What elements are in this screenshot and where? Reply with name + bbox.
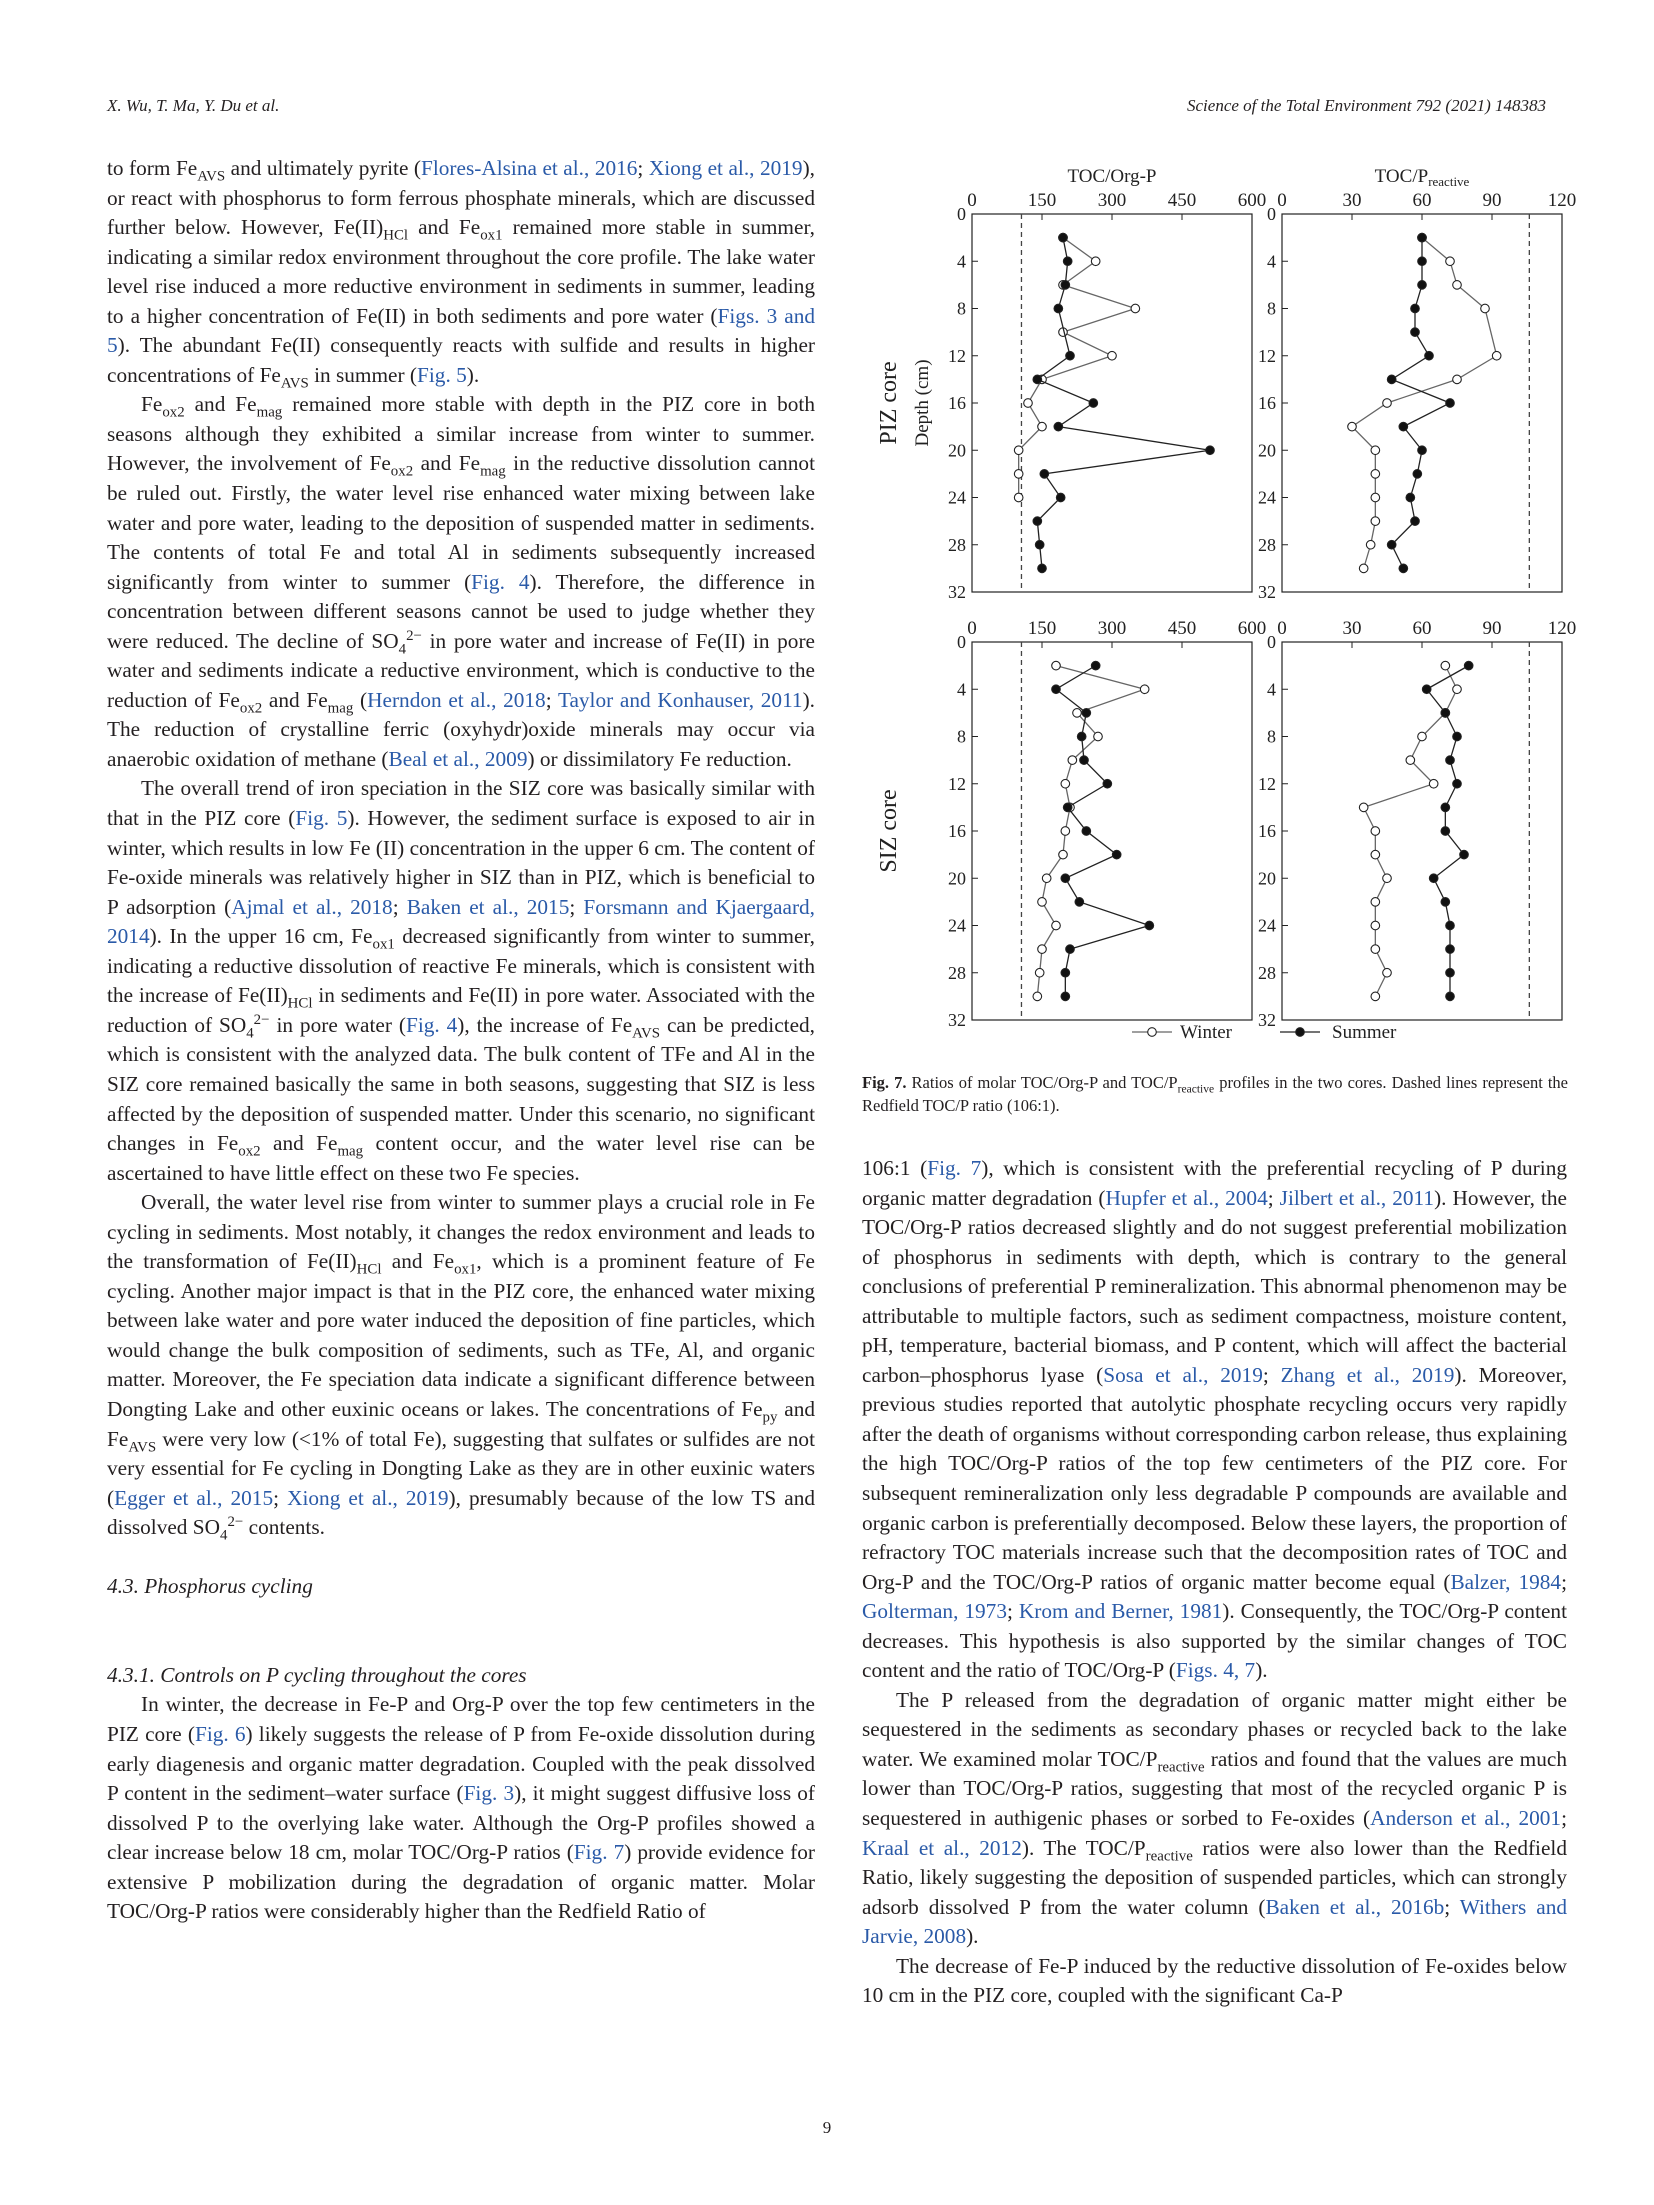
winter-data-point — [1033, 992, 1042, 1001]
y-tick-label: 20 — [948, 440, 966, 461]
winter-data-point — [1371, 921, 1380, 930]
winter-data-point — [1371, 992, 1380, 1001]
winter-data-point — [1042, 874, 1051, 883]
x-tick-label: 120 — [1547, 190, 1577, 211]
panel-frame — [972, 214, 1252, 592]
y-tick-label: 4 — [1267, 679, 1276, 700]
figure-caption — [862, 1071, 1568, 1117]
x-tick-label: 300 — [1097, 190, 1127, 211]
winter-data-point — [1366, 540, 1375, 549]
summer-data-point — [1418, 281, 1427, 290]
y-tick-label: 24 — [948, 915, 966, 936]
legend-winter-marker — [1148, 1028, 1157, 1037]
winter-data-point — [1014, 470, 1023, 479]
x-tick-label: 600 — [1237, 190, 1267, 211]
summer-data-point — [1112, 850, 1121, 859]
summer-data-point — [1399, 422, 1408, 431]
summer-data-point — [1080, 756, 1089, 765]
y-tick-label: 12 — [948, 345, 966, 366]
x-tick-label: 150 — [1027, 618, 1057, 639]
x-tick-label: 150 — [1027, 190, 1057, 211]
summer-data-point — [1063, 803, 1072, 812]
y-tick-label: 28 — [1258, 962, 1276, 983]
legend-summer-label: Summer — [1332, 1022, 1397, 1043]
row-label: SIZ core — [876, 789, 902, 873]
panel-frame — [1282, 642, 1562, 1020]
panel-frame — [972, 642, 1252, 1020]
summer-data-point — [1103, 779, 1112, 788]
summer-data-point — [1054, 304, 1063, 313]
y-tick-label: 0 — [1267, 632, 1276, 652]
legend-summer-marker — [1296, 1028, 1305, 1037]
y-tick-label: 28 — [1258, 534, 1276, 555]
running-header-journal: Science of the Total Environment 792 (2021) 148383 — [1187, 96, 1546, 115]
y-tick-label: 0 — [957, 204, 966, 224]
section-spacer — [107, 1631, 815, 1661]
winter-data-point — [1038, 422, 1047, 431]
x-tick-label: 90 — [1482, 618, 1502, 639]
legend-winter-label: Winter — [1180, 1022, 1232, 1043]
y-tick-label: 32 — [1258, 582, 1276, 602]
winter-data-point — [1035, 968, 1044, 977]
y-tick-label: 0 — [1267, 204, 1276, 224]
summer-data-point — [1441, 803, 1450, 812]
summer-data-point — [1387, 540, 1396, 549]
y-tick-label: 4 — [957, 251, 966, 272]
summer-data-point — [1040, 470, 1049, 479]
summer-data-point — [1063, 257, 1072, 266]
winter-data-point — [1140, 685, 1149, 694]
winter-data-point — [1418, 732, 1427, 741]
summer-data-point — [1399, 564, 1408, 573]
winter-data-point — [1371, 850, 1380, 859]
panel-title: TOC/Org-P — [1067, 166, 1157, 187]
winter-data-point — [1094, 732, 1103, 741]
caption-label: Fig. 7. — [862, 1073, 907, 1092]
figure-7-chart — [862, 148, 1577, 1048]
winter-data-point — [1453, 375, 1462, 384]
summer-data-point — [1075, 898, 1084, 907]
summer-data-point — [1446, 945, 1455, 954]
summer-data-point — [1411, 517, 1420, 526]
x-tick-label: 600 — [1237, 618, 1267, 639]
winter-data-point — [1371, 493, 1380, 502]
y-tick-label: 24 — [1258, 915, 1276, 936]
summer-data-point — [1077, 732, 1086, 741]
winter-data-point — [1359, 803, 1368, 812]
summer-data-point — [1446, 992, 1455, 1001]
left-text-column — [107, 154, 815, 1927]
winter-data-point — [1429, 779, 1438, 788]
y-tick-label: 20 — [1258, 868, 1276, 889]
figure-7 — [862, 148, 1577, 1048]
summer-data-point — [1446, 399, 1455, 408]
y-tick-label: 32 — [948, 582, 966, 602]
y-tick-label: 16 — [948, 393, 966, 413]
summer-data-point — [1038, 564, 1047, 573]
body-paragraph: to form $Fe_{AVS}$ and ultimately pyrite (Flores-Alsina et al., 2016; Xiong et al., 2019), or react with phosphorus to form ferrous phosphate minerals, which are discussed further below. However, $Fe(II)_{HCl}$ and $Fe_{ox1}$ remained more stable in summer, indicating a similar redox environment throughout the core profile. The lake water level rise induced a more reductive environment in sediments in summer, leading to a higher concentration of Fe(II) in both sediments and pore water (Figs. 3 and 5). The abundant Fe(II) consequently reacts with sulfide and results in higher concentrations of $Fe_{AVS}$ in summer (Fig. 5). — [107, 156, 816, 392]
y-tick-label: 24 — [1258, 487, 1276, 508]
x-tick-label: 0 — [1277, 618, 1287, 639]
winter-data-point — [1371, 945, 1380, 954]
running-header-authors: X. Wu, T. Ma, Y. Du et al. — [107, 96, 280, 115]
summer-data-point — [1411, 328, 1420, 337]
x-tick-label: 30 — [1342, 618, 1362, 639]
summer-data-point — [1061, 874, 1070, 883]
winter-data-point — [1359, 564, 1368, 573]
summer-data-point — [1446, 968, 1455, 977]
summer-data-point — [1066, 351, 1075, 360]
summer-data-point — [1054, 422, 1063, 431]
winter-data-point — [1059, 850, 1068, 859]
winter-data-point — [1108, 351, 1117, 360]
summer-data-point — [1429, 874, 1438, 883]
winter-data-point — [1131, 304, 1140, 313]
summer-data-point — [1418, 257, 1427, 266]
summer-data-point — [1035, 540, 1044, 549]
y-tick-label: 28 — [948, 962, 966, 983]
summer-data-point — [1446, 921, 1455, 930]
x-tick-label: 60 — [1412, 190, 1432, 211]
summer-data-point — [1441, 898, 1450, 907]
winter-data-point — [1406, 756, 1415, 765]
caption-text: Ratios of molar TOC/Org-P and TOC/$P_{reactive}$ profiles in the two cores. Dashed lines represent the Redfield TOC/P ratio (106:1). — [862, 1073, 1569, 1115]
summer-data-point — [1033, 517, 1042, 526]
winter-data-point — [1014, 493, 1023, 502]
summer-data-point — [1464, 661, 1473, 670]
summer-data-point — [1089, 399, 1098, 408]
y-tick-label: 12 — [948, 773, 966, 794]
summer-data-point — [1206, 446, 1215, 455]
x-tick-label: 90 — [1482, 190, 1502, 211]
y-tick-label: 4 — [957, 679, 966, 700]
body-paragraph: The overall trend of iron speciation in the SIZ core was basically similar with that in the PIZ core (Fig. 5). However, the sediment surface is exposed to air in winter, which results in low Fe (II) concentration in the upper 6 cm. The content of Fe-oxide minerals was relatively higher in SIZ than in PIZ, which is beneficial to P adsorption (Ajmal et al., 2018; Baken et al., 2015; Forsmann and Kjaergaard, 2014). In the upper 16 cm, $Fe_{ox1}$ decreased significantly from winter to summer, indicating a reductive dissolution of reactive Fe minerals, which is consistent with the increase of $Fe(II)_{HCl}$ in sediments and Fe(II) in pore water. Associated with the reduction of $SO_4^{2-}$ in pore water (Fig. 4), the increase of $Fe_{AVS}$ can be predicted, which is consistent with the analyzed data. The bulk content of TFe and Al in the SIZ core remained basically the same in both seasons, suggesting that SIZ is less affected by the deposition of suspended matter. Under this scenario, no significant changes in $Fe_{ox2}$ and $Fe_{mag}$ content occur, and the water level rise can be ascertained to have little effect on these two Fe species. — [107, 776, 816, 1185]
summer-data-point — [1061, 968, 1070, 977]
y-tick-label: 16 — [1258, 393, 1276, 413]
y-tick-label: 20 — [1258, 440, 1276, 461]
x-tick-label: 450 — [1167, 190, 1197, 211]
summer-data-point — [1406, 493, 1415, 502]
body-paragraph: Overall, the water level rise from winter to summer plays a crucial role in Fe cycling in sediments. Most notably, it changes the redox environment and leads to the transformation of $Fe(II)_{HCl}$ and $Fe_{ox1}$, which is a prominent feature of Fe cycling. Another major impact is that in the PIZ core, the enhanced water mixing between lake water and pore water induced the deposition of fine particles, which would change the bulk composition of sediments, such as TFe, Al, and organic matter. Moreover, the Fe speciation data indicate a significant difference between Dongting Lake and other euxinic oceans or lakes. The concentrations of $Fe_{py}$ and $Fe_{AVS}$ were very low (<1% of total Fe), suggesting that sulfates or sulfides are not very essential for Fe cycling in Dongting Lake as they are in other euxinic waters (Egger et al., 2015; Xiong et al., 2019), presumably because of the low TS and dissolved $SO_4^{2-}$ contents. — [107, 1190, 816, 1544]
summer-data-point — [1387, 375, 1396, 384]
y-tick-label: 12 — [1258, 345, 1276, 366]
y-axis-label: Depth (cm) — [912, 359, 933, 447]
summer-data-point — [1453, 732, 1462, 741]
winter-data-point — [1371, 898, 1380, 907]
summer-data-point — [1082, 827, 1091, 836]
winter-data-point — [1061, 779, 1070, 788]
x-tick-label: 0 — [1277, 190, 1287, 211]
winter-data-point — [1481, 304, 1490, 313]
winter-series-line — [1019, 238, 1136, 498]
winter-data-point — [1371, 446, 1380, 455]
x-tick-label: 30 — [1342, 190, 1362, 211]
summer-data-point — [1441, 827, 1450, 836]
summer-data-point — [1453, 779, 1462, 788]
x-tick-label: 0 — [967, 618, 977, 639]
winter-data-point — [1348, 422, 1357, 431]
section-spacer — [107, 1543, 815, 1573]
summer-data-point — [1066, 945, 1075, 954]
y-tick-label: 24 — [948, 487, 966, 508]
x-tick-label: 60 — [1412, 618, 1432, 639]
summer-data-point — [1052, 685, 1061, 694]
right-text-column — [862, 1154, 1567, 2011]
winter-data-point — [1383, 399, 1392, 408]
y-tick-label: 12 — [1258, 773, 1276, 794]
summer-data-point — [1441, 709, 1450, 718]
panel-title: TOC/$P_{reactive}$ — [1374, 166, 1470, 189]
y-tick-label: 8 — [957, 298, 966, 319]
winter-data-point — [1371, 517, 1380, 526]
winter-data-point — [1091, 257, 1100, 266]
y-tick-label: 20 — [948, 868, 966, 889]
summer-data-point — [1082, 709, 1091, 718]
winter-data-point — [1073, 709, 1082, 718]
section-heading: 4.3.1. Controls on P cycling throughout the cores — [107, 1662, 527, 1687]
body-paragraph: $Fe_{ox2}$ and $Fe_{mag}$ remained more stable with depth in the PIZ core in both seasons although they exhibited a similar increase from winter to summer. However, the involvement of $Fe_{ox2}$ and $Fe_{mag}$ in the reductive dissolution cannot be ruled out. Firstly, the water level rise enhanced water mixing between lake water and pore water, leading to the deposition of suspended matter in sediments. The contents of total Fe and total Al in sediments subsequently increased significantly from winter to summer (Fig. 4). Therefore, the difference in concentration between different seasons cannot be used to judge whether they were reduced. The decline of $SO_4^{2-}$ in pore water and increase of Fe(II) in pore water and sediments indicate a reductive environment, which is conductive to the reduction of $Fe_{ox2}$ and $Fe_{mag}$ (Herndon et al., 2018; Taylor and Konhauser, 2011). The reduction of crystalline ferric (oxyhydr)oxide minerals may occur via anaerobic oxidation of methane (Beal et al., 2009) or dissimilatory Fe reduction. — [107, 392, 815, 771]
winter-data-point — [1446, 257, 1455, 266]
winter-data-point — [1068, 756, 1077, 765]
y-tick-label: 16 — [948, 821, 966, 841]
body-paragraph: In winter, the decrease in Fe-P and Org-P over the top few centimeters in the PIZ core (Fig. 6) likely suggests the release of P from Fe-oxide dissolution during early diagenesis and organic matter degradation. Coupled with the peak dissolved P content in the sediment–water surface (Fig. 3), it might suggest diffusive loss of dissolved P to the overlying lake water. Although the Org-P profiles showed a clear increase below 18 cm, molar TOC/Org-P ratios (Fig. 7) provide evidence for extensive P mobilization during the degradation of organic matter. Molar TOC/Org-P ratios were considerably higher than the Redfield Ratio of — [107, 1692, 815, 1924]
y-tick-label: 28 — [948, 534, 966, 555]
summer-data-point — [1418, 233, 1427, 242]
winter-data-point — [1371, 827, 1380, 836]
winter-data-point — [1061, 827, 1070, 836]
x-tick-label: 450 — [1167, 618, 1197, 639]
summer-data-point — [1446, 756, 1455, 765]
summer-data-point — [1033, 375, 1042, 384]
summer-data-point — [1411, 304, 1420, 313]
body-paragraph: The P released from the degradation of organic matter might either be sequestered in the sediments as secondary phases or recycled back to the lake water. We examined molar TOC/$P_{reactive}$ ratios and found that the values are much lower than TOC/Org-P ratios, suggesting that most of the recycled organic P is sequestered in authigenic phases or sorbed to Fe-oxides (Anderson et al., 2001; Kraal et al., 2012). The TOC/$P_{reactive}$ ratios were also lower than the Redfield Ratio, likely suggesting the deposition of suspended particles, which can strongly adsorb dissolved P from the water column (Baken et al., 2016b; Withers and Jarvie, 2008). — [862, 1687, 1568, 1949]
winter-data-point — [1014, 446, 1023, 455]
y-tick-label: 8 — [957, 726, 966, 747]
winter-data-point — [1052, 661, 1061, 670]
summer-data-point — [1145, 921, 1154, 930]
y-tick-label: 8 — [1267, 726, 1276, 747]
winter-data-point — [1038, 945, 1047, 954]
winter-data-point — [1383, 968, 1392, 977]
y-tick-label: 32 — [948, 1010, 966, 1030]
summer-data-point — [1460, 850, 1469, 859]
body-paragraph: 106:1 (Fig. 7), which is consistent with the preferential recycling of P during organic matter degradation (Hupfer et al., 2004; Jilbert et al., 2011). However, the TOC/Org-P ratios decreased slightly and do not suggest preferential mobilization of phosphorus in sediments with depth, which is contrary to the general conclusions of preferential P remineralization. This abnormal phenomenon may be attributable to multiple factors, such as sediment compactness, moisture content, pH, temperature, bacterial biomass, and P content, which will affect the bacterial carbon–phosphorus lyase (Sosa et al., 2019; Zhang et al., 2019). Moreover, previous studies reported that autolytic phosphate recycling occurs very rapidly after the death of organisms without corresponding carbon release, thus explaining the high TOC/Org-P ratios of the top few centimeters of the PIZ core. For subsequent remineralization only less degradable P compounds are available and organic carbon is preferentially decomposed. Below these layers, the proportion of refractory TOC materials increase such that the decomposition rates of TOC and Org-P and the TOC/Org-P ratios of organic matter become equal (Balzer, 1984; Golterman, 1973; Krom and Berner, 1981). Consequently, the TOC/Org-P content decreases. This hypothesis is also supported by the similar changes of TOC content and the ratio of TOC/Org-P (Figs. 4, 7). — [862, 1156, 1568, 1683]
winter-data-point — [1052, 921, 1061, 930]
summer-data-point — [1059, 233, 1068, 242]
winter-data-point — [1453, 685, 1462, 694]
winter-data-point — [1371, 470, 1380, 479]
winter-data-point — [1441, 661, 1450, 670]
winter-data-point — [1492, 351, 1501, 360]
x-tick-label: 300 — [1097, 618, 1127, 639]
y-tick-label: 32 — [1258, 1010, 1276, 1030]
winter-data-point — [1383, 874, 1392, 883]
body-paragraph: The decrease of Fe-P induced by the reductive dissolution of Fe-oxides below 10 cm in the PIZ core, coupled with the significant Ca-P — [862, 1953, 1567, 2008]
y-tick-label: 8 — [1267, 298, 1276, 319]
winter-data-point — [1453, 281, 1462, 290]
row-label: PIZ core — [876, 361, 902, 445]
summer-data-point — [1418, 446, 1427, 455]
summer-data-point — [1422, 685, 1431, 694]
section-spacer — [107, 1602, 815, 1632]
page-number: 9 — [822, 2118, 832, 2137]
winter-data-point — [1038, 898, 1047, 907]
y-tick-label: 4 — [1267, 251, 1276, 272]
summer-data-point — [1061, 992, 1070, 1001]
summer-data-point — [1091, 661, 1100, 670]
summer-data-point — [1056, 493, 1065, 502]
x-tick-label: 120 — [1547, 618, 1577, 639]
summer-data-point — [1425, 351, 1434, 360]
section-heading: 4.3. Phosphorus cycling — [107, 1574, 313, 1599]
y-tick-label: 16 — [1258, 821, 1276, 841]
summer-data-point — [1061, 281, 1070, 290]
summer-data-point — [1413, 470, 1422, 479]
y-tick-label: 0 — [957, 632, 966, 652]
x-tick-label: 0 — [967, 190, 977, 211]
winter-data-point — [1024, 399, 1033, 408]
